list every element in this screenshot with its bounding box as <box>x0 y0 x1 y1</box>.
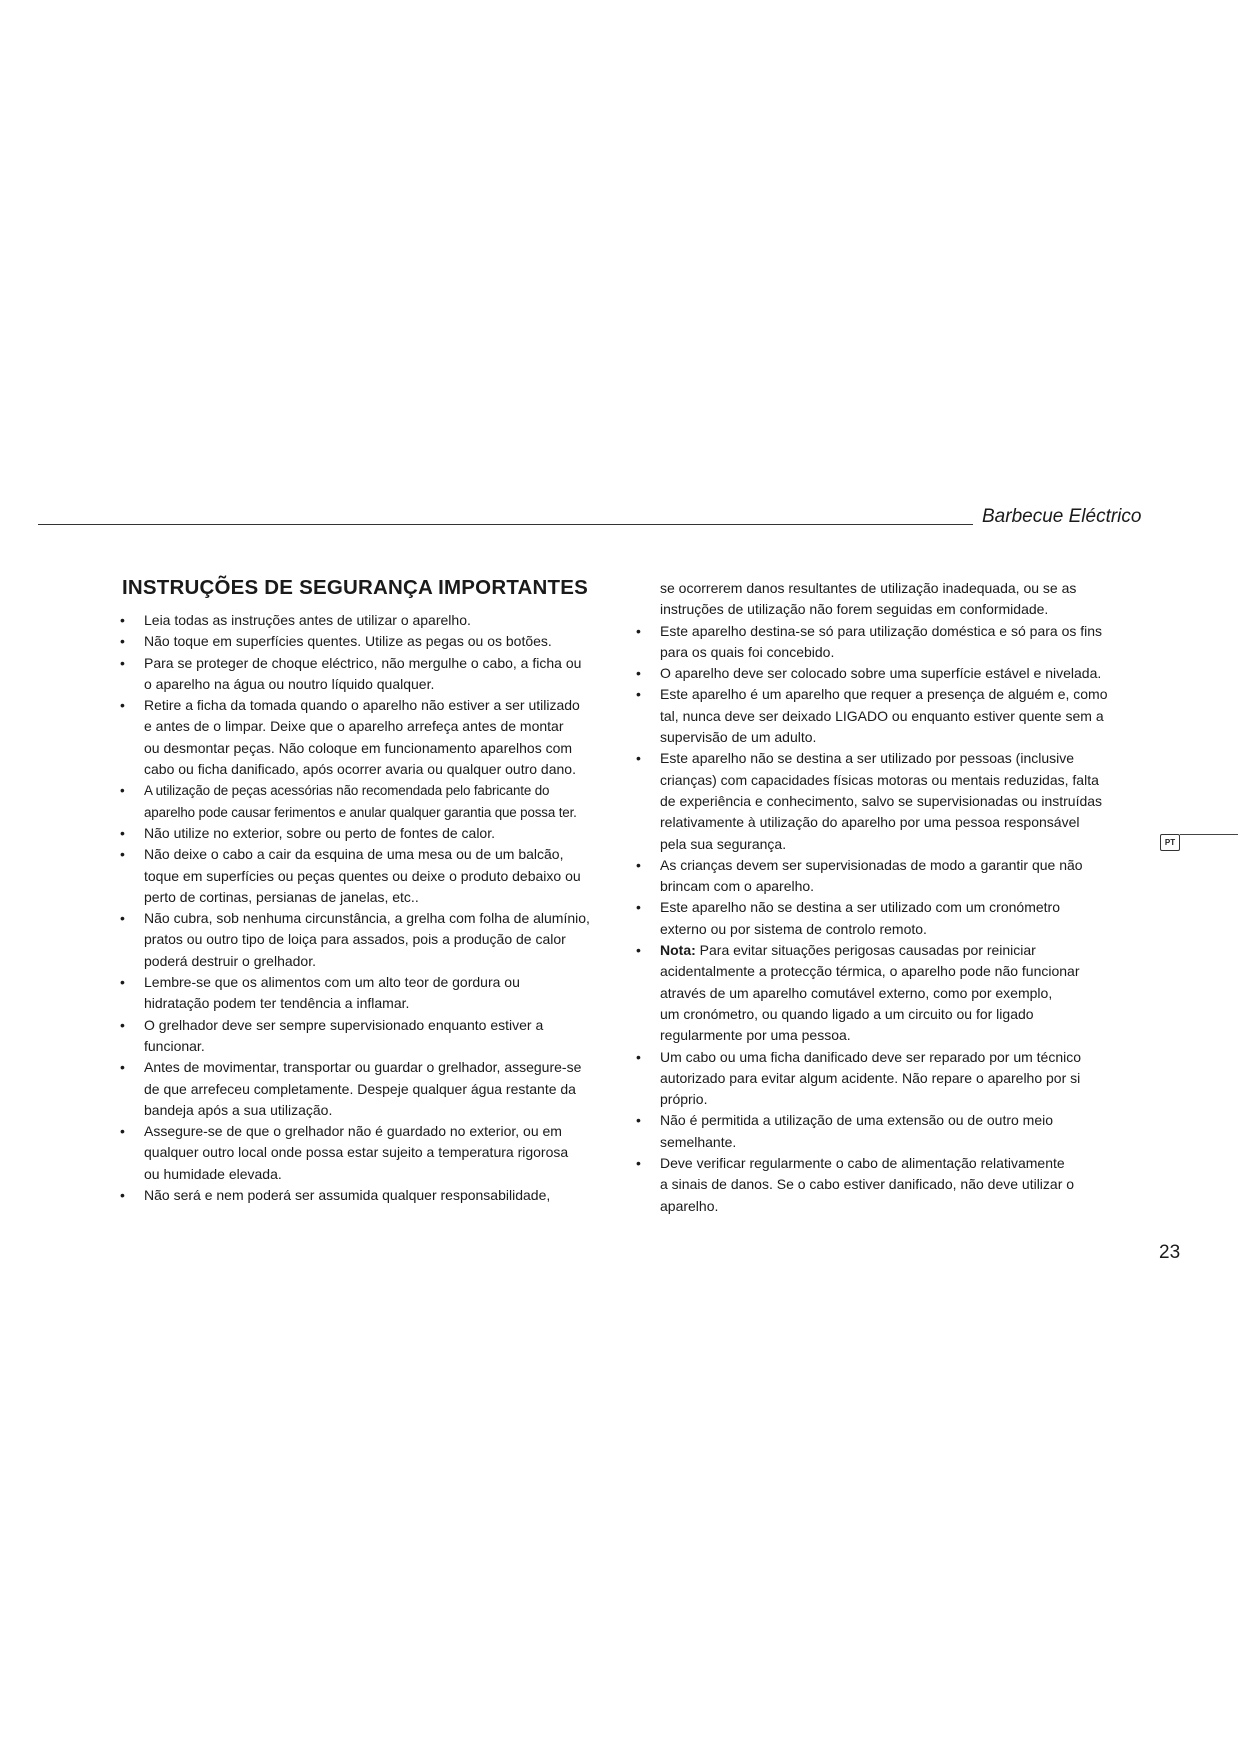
bullet-icon: • <box>636 899 641 916</box>
bullet-icon: • <box>120 846 125 863</box>
bullet-icon: • <box>120 1016 125 1033</box>
note-item <box>636 940 1136 1046</box>
list-item-text: Não toque em superfícies quentes. Utilize as pegas ou os botões. <box>144 633 552 650</box>
bullet-icon: • <box>120 1059 125 1076</box>
list-item <box>636 621 1136 664</box>
header-title: Barbecue Eléctrico <box>982 506 1142 527</box>
bullet-icon: • <box>120 1187 125 1204</box>
bullet-icon: • <box>120 910 125 927</box>
list-item <box>120 972 620 1015</box>
bullet-icon: • <box>120 697 125 714</box>
list-item <box>120 1185 620 1206</box>
list-item <box>120 823 620 844</box>
language-tab <box>1160 832 1238 854</box>
header-rule <box>38 524 973 525</box>
list-item-text: Este aparelho destina-se só para utilização doméstica e só para os fins para os quais foi concebido. <box>660 622 1103 660</box>
list-item-text: Não cubra, sob nenhuma circunstância, a grelha com folha de alumínio, pratos ou outro tipo de loiça para assados, pois a produção de calor poderá destruir o grelhador. <box>144 910 590 969</box>
page-number: 23 <box>1159 1242 1181 1263</box>
list-item <box>636 663 1136 684</box>
language-tab-label: PT <box>1160 834 1180 851</box>
bullet-icon: • <box>120 633 125 650</box>
bullet-icon: • <box>120 974 125 991</box>
list-item <box>636 1047 1136 1111</box>
bullet-icon: • <box>120 612 125 628</box>
bullet-icon: • <box>120 654 125 671</box>
bullet-icon: • <box>636 686 641 703</box>
list-item <box>120 780 620 823</box>
list-item-text: Este aparelho é um aparelho que requer a presença de alguém e, como tal, nunca deve ser deixado LIGADO ou enquanto estiver quente sem a supervisão de um adulto. <box>660 686 1108 746</box>
bullet-icon: • <box>636 1112 641 1129</box>
list-item <box>636 855 1136 898</box>
list-item-text: O grelhador deve ser sempre supervisionado enquanto estiver a funcionar. <box>144 1016 544 1054</box>
bullet-icon: • <box>636 1155 641 1172</box>
bullet-icon: • <box>636 942 641 959</box>
section-title: INSTRUÇÕES DE SEGURANÇA IMPORTANTES <box>122 576 588 599</box>
list-item <box>120 695 620 780</box>
list-item-text: Assegure-se de que o grelhador não é guardado no exterior, ou em qualquer outro local onde possa estar sujeito a temperatura rigorosa ou humidade elevada. <box>144 1123 569 1182</box>
list-item-text: A utilização de peças acessórias não recomendada pelo fabricante do aparelho pode causar ferimentos e anular qualquer garantia que possa ter. <box>144 783 577 820</box>
list-item <box>636 897 1136 940</box>
list-item-text: Deve verificar regularmente o cabo de alimentação relativamente a sinais de danos. Se o cabo estiver danificado, não deve utilizar o aparelho. <box>660 1155 1075 1214</box>
list-item-text: Este aparelho não se destina a ser utilizado por pessoas (inclusive crianças) com capacidades físicas motoras ou mentais reduzidas, falta de experiência e conhecimento, salvo se supervisionadas ou instruídas relativamente à utilização do aparelho por uma pessoa responsável pela sua segurança. <box>660 750 1103 852</box>
list-item <box>636 684 1136 748</box>
list-item <box>120 1121 620 1185</box>
bullet-icon: • <box>636 622 641 639</box>
bullet-icon: • <box>636 665 641 682</box>
note-text: Para evitar situações perigosas causadas por reiniciar acidentalmente a protecção térmica, o aparelho pode não funcionar através de um aparelho comutável externo, como por exemplo, um cronómetro, ou quando ligado a um circuito ou for ligado regularmente por uma pessoa. <box>660 942 1080 1044</box>
list-item-text: O aparelho deve ser colocado sobre uma superfície estável e nivelada. <box>660 665 1102 682</box>
bullet-icon: • <box>120 1123 125 1140</box>
bullet-icon: • <box>636 1048 641 1065</box>
list-item-text: Antes de movimentar, transportar ou guardar o grelhador, assegure-se de que arrefeceu completamente. Despeje qualquer água restante da bandeja após a sua utilização. <box>144 1059 582 1118</box>
list-item <box>636 1110 1136 1153</box>
list-item-text: Não utilize no exterior, sobre ou perto de fontes de calor. <box>144 824 495 841</box>
list-item-continuation: se ocorrerem danos resultantes de utilização inadequada, ou se as instruções de utilização não forem seguidas em conformidade. <box>660 580 1077 618</box>
bullet-icon: • <box>120 783 125 799</box>
list-item <box>120 610 620 631</box>
list-item-text: Para se proteger de choque eléctrico, não mergulhe o cabo, a ficha ou o aparelho na água ou noutro líquido qualquer. <box>144 654 582 692</box>
list-item-text: Não será e nem poderá ser assumida qualquer responsabilidade, <box>144 1187 551 1204</box>
list-item-text: Um cabo ou uma ficha danificado deve ser reparado por um técnico autorizado para evitar algum acidente. Não repare o aparelho por si próprio. <box>660 1048 1082 1108</box>
list-item-text: Retire a ficha da tomada quando o aparelho não estiver a ser utilizado e antes de o limpar. Deixe que o aparelho arrefeça antes de montar ou desmontar peças. Não coloque em funcionamento aparelhos com cabo ou ficha danificado, após ocorrer avaria ou qualquer outro dano. <box>144 697 580 778</box>
bullet-icon: • <box>636 750 641 767</box>
list-item-text: Não deixe o cabo a cair da esquina de uma mesa ou de um balcão, toque em superfícies ou peças quentes ou deixe o produto debaixo ou perto de cortinas, persianas de janelas, etc.. <box>144 846 581 905</box>
list-item <box>120 653 620 696</box>
list-item <box>120 1015 620 1058</box>
list-item <box>636 748 1136 854</box>
list-item <box>636 1153 1136 1217</box>
list-item-text: Leia todas as instruções antes de utilizar o aparelho. <box>144 612 471 628</box>
list-item-text: Não é permitida a utilização de uma extensão ou de outro meio semelhante. <box>660 1112 1054 1150</box>
bullet-icon: • <box>120 824 125 841</box>
list-item <box>120 908 620 972</box>
right-column <box>636 578 1136 1217</box>
list-item-text: As crianças devem ser supervisionadas de modo a garantir que não brincam com o aparelho. <box>660 856 1083 895</box>
language-tab-line <box>1180 834 1238 835</box>
list-item <box>120 1057 620 1121</box>
list-item-text: Este aparelho não se destina a ser utilizado com um cronómetro externo ou por sistema de controlo remoto. <box>660 899 1060 937</box>
bullet-icon: • <box>636 856 641 873</box>
list-item-text: Lembre-se que os alimentos com um alto teor de gordura ou hidratação podem ter tendência a inflamar. <box>144 974 520 1012</box>
list-item <box>120 844 620 908</box>
list-item <box>120 631 620 652</box>
note-label: Nota: <box>660 942 696 959</box>
left-column <box>120 610 620 1206</box>
